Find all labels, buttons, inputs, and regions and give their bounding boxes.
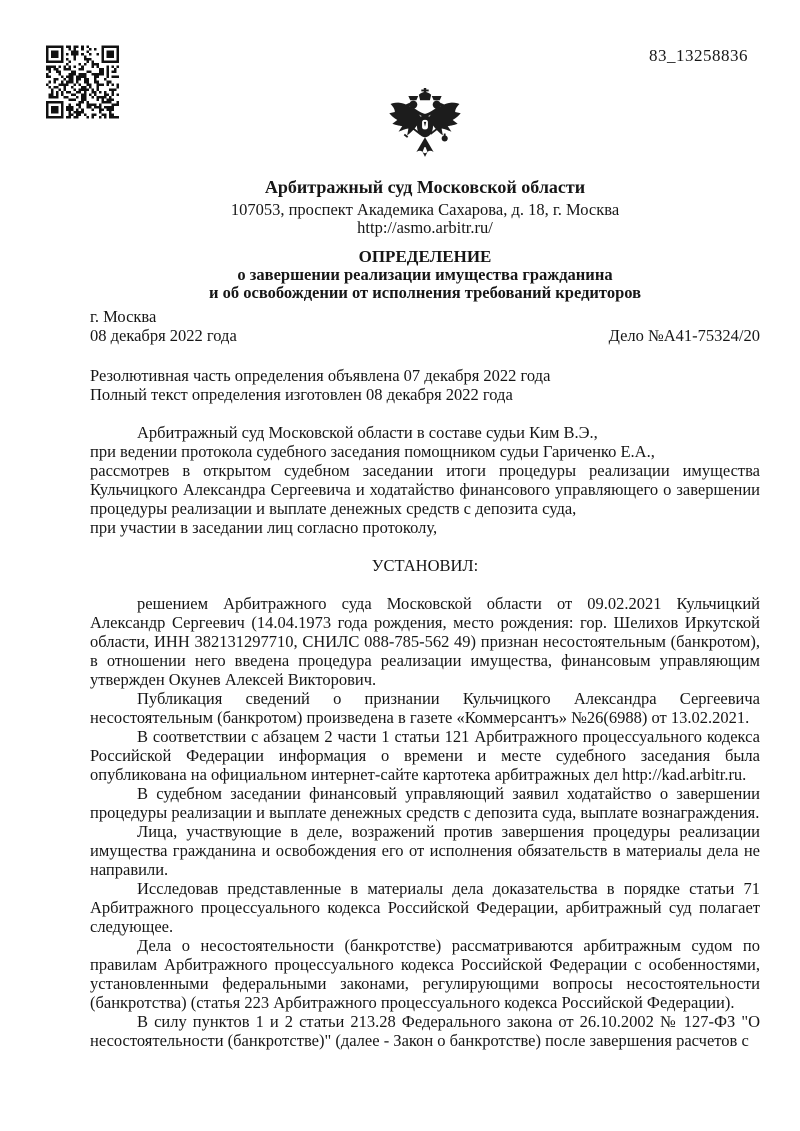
preamble [90,423,760,537]
body-paragraph: В соответствии с абзацем 2 части 1 статьи 121 Арбитражного процессуального кодекса Российской Федерации информация о времени и месте судебного заседания была опубликована на официальном интернет-сайте картотека арбитражных дел http://kad.arbitr.ru. [90,727,760,784]
resolution-announced-line: Резолютивная часть определения объявлена 07 декабря 2022 года [90,366,551,385]
coat-of-arms-icon [90,88,760,168]
case-date-row [90,326,760,345]
preamble-paragraph: рассмотрев в открытом судебном заседании итоги процедуры реализации имущества Кульчицкого Александра Сергеевича и ходатайство финансового управляющего о завершении процедуры реализации и выплате денежных средств с депозита суда, [90,461,760,518]
document-type-title: ОПРЕДЕЛЕНИЕ [358,247,492,266]
case-date: 08 декабря 2022 года [90,326,237,345]
resolution-block [90,366,760,404]
body-paragraph: В судебном заседании финансовый управляющий заявил ходатайство о завершении процедуры реализации и выплате денежных средств с депозита суда, выплате вознаграждения. [90,784,760,822]
body-paragraph: В силу пунктов 1 и 2 статьи 213.28 Федерального закона от 26.10.2002 № 127-ФЗ "О несостоятельности (банкротстве)" (далее - Закон о банкротстве) после завершения расчетов с [90,1012,760,1050]
preamble-paragraph: Арбитражный суд Московской области в составе судьи Ким В.Э., [137,423,598,442]
case-number: Дело №А41-75324/20 [608,326,760,345]
document-subtitle-line1: о завершении реализации имущества гражданина [237,265,613,284]
court-name: Арбитражный суд Московской области [264,177,586,197]
preamble-paragraph: при ведении протокола судебного заседания помощником судьи Гариченко Е.А., [90,442,655,461]
body-paragraph: Публикация сведений о признании Кульчицкого Александра Сергеевича несостоятельным (банкротом) произведена в газете «Коммерсантъ» №26(6988) от 13.02.2021. [90,689,760,727]
ruling-body [90,594,760,1050]
qr-code-icon [46,45,119,119]
body-paragraph: Дела о несостоятельности (банкротстве) рассматриваются арбитражным судом по правилам Арбитражного процессуального кодекса Российской Федерации с особенностями, установленными федеральными законами, регулирующими вопросы несостоятельности (банкротства) (статья 223 Арбитражного процессуального кодекса Российской Федерации). [90,936,760,1012]
court-website: http://asmo.arbitr.ru/ [357,218,493,237]
body-paragraph: решением Арбитражного суда Московской области от 09.02.2021 Кульчицкий Александр Сергеевич (14.04.1973 года рождения, место рождения: гор. Шелихов Иркутской области, ИНН 382131297710, СНИЛС 088-785-562 49) признан несостоятельным (банкротом), в отношении него введена процедура реализации имущества, финансовым управляющим утвержден Окунев Алексей Викторович. [90,594,760,689]
court-address: 107053, проспект Академика Сахарова, д. 18, г. Москва [230,200,620,219]
ruling-heading: УСТАНОВИЛ: [371,556,479,575]
body-paragraph: Исследовав представленные в материалы дела доказательства в порядке статьи 71 Арбитражного процессуального кодекса Российской Федерации, арбитражный суд полагает следующее. [90,879,760,936]
full-text-made-line: Полный текст определения изготовлен 08 декабря 2022 года [90,385,513,404]
body-paragraph: Лица, участвующие в деле, возражений против завершения процедуры реализации имущества гражданина и освобождения его от исполнения обязательств в материалы дела не направили. [90,822,760,879]
document-subtitle-line2: и об освобождении от исполнения требований кредиторов [208,283,641,302]
preamble-paragraph: при участии в заседании лиц согласно протоколу, [90,518,438,537]
case-city: г. Москва [90,307,157,326]
document-number: 83_13258836 [649,46,748,65]
